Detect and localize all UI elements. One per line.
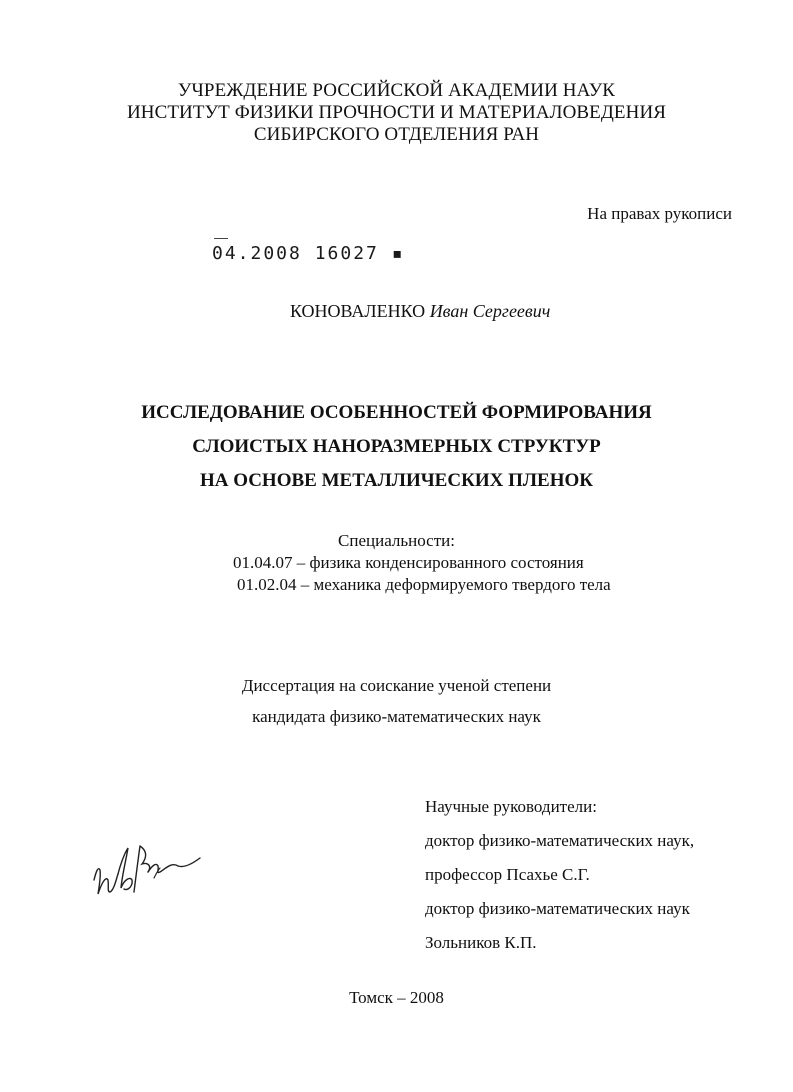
degree-statement [0, 670, 793, 732]
institution-line-2: ИНСТИТУТ ФИЗИКИ ПРОЧНОСТИ И МАТЕРИАЛОВЕДЕНИЯ [126, 102, 667, 123]
dissertation-title [0, 396, 793, 498]
degree-line-2: кандидата физико-математических наук [252, 707, 541, 726]
manuscript-rights-note: На правах рукописи [587, 204, 732, 223]
advisor-line: профессор Псахье С.Г. [425, 865, 590, 884]
advisors-heading: Научные руководители: [425, 797, 597, 816]
title-line-1: ИССЛЕДОВАНИЕ ОСОБЕННОСТЕЙ ФОРМИРОВАНИЯ [141, 402, 652, 423]
institution-line-3: СИБИРСКОГО ОТДЕЛЕНИЯ РАН [253, 124, 540, 145]
advisors-block [425, 790, 694, 960]
title-line-3: НА ОСНОВЕ МЕТАЛЛИЧЕСКИХ ПЛЕНОК [199, 470, 594, 491]
specialties-heading: Специальности: [338, 531, 455, 550]
author-name [290, 301, 550, 322]
degree-line-1: Диссертация на соискание ученой степени [241, 676, 552, 695]
stamp-dot: ▪ [378, 243, 405, 264]
institution-line-1: УЧРЕЖДЕНИЕ РОССИЙСКОЙ АКАДЕМИИ НАУК [177, 80, 616, 101]
advisor-line: доктор физико-математических наук [425, 899, 690, 918]
author-surname: КОНОВАЛЕНКО [290, 301, 426, 321]
title-line-2: СЛОИСТЫХ НАНОРАЗМЕРНЫХ СТРУКТУР [192, 436, 601, 457]
advisor-line: доктор физико-математических наук, [425, 831, 695, 850]
stamp-mark [214, 238, 228, 239]
specialty-item: 01.02.04 – механика деформируемого твердого тела [237, 575, 611, 594]
registration-number: 04.2008 16027 [212, 243, 379, 264]
author-given-names: Иван Сергеевич [429, 301, 551, 321]
registration-stamp [212, 243, 405, 264]
specialty-item: 01.04.07 – физика конденсированного состояния [233, 553, 584, 572]
advisor-line: Зольников К.П. [425, 933, 537, 952]
institution-header [0, 80, 793, 146]
handwritten-signature [88, 836, 203, 906]
city-year: Томск – 2008 [349, 988, 444, 1007]
